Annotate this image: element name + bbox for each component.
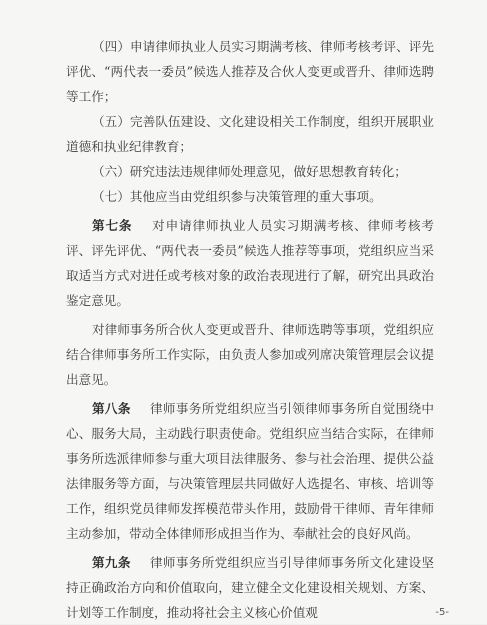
article-heading: 第七条 [92, 218, 133, 233]
page-number: -5- [435, 607, 449, 618]
paragraph-item-7 [66, 184, 434, 209]
paragraph-partner [66, 317, 434, 392]
paragraph-item-6 [66, 159, 434, 184]
paragraph-text: （四）申请律师执业人员实习期满考核、律师考核考评、评先评优、“两代表一委员”候选人推荐及合伙人变更或晋升、律师选聘等工作； [66, 39, 434, 104]
article-8 [66, 396, 434, 546]
document-body [66, 34, 434, 625]
paragraph-text: 对申请律师执业人员实习期满考核、律师考核考评、评先评优、“两代表一委员”候选人推荐等事项，党组织应当采取适当方式对进任或考核对象的政治表现进行了解，研究出具政治鉴定意见。 [66, 218, 435, 308]
article-heading: 第八条 [92, 401, 131, 416]
paragraph-text: 对律师事务所合伙人变更或晋升、律师选聘等事项，党组织应结合律师事务所工作实际，由负责人参加或列席决策管理层会议提出意见。 [66, 322, 434, 387]
paragraph-item-4 [66, 34, 434, 109]
article-heading: 第九条 [92, 555, 131, 570]
paragraph-item-5 [66, 109, 434, 159]
article-9 [66, 550, 434, 625]
paragraph-text: 律师事务所党组织应当引导律师事务所文化建设坚持正确政治方向和价值取向，建立健全文化建设相关规划、方案、计划等工作制度，推动将社会主义核心价值观 [66, 555, 435, 620]
paragraph-text: （六）研究违法违规律师处理意见，做好思想教育转化； [92, 164, 407, 179]
paragraph-text: （七）其他应当由党组织参与决策管理的重大事项。 [92, 189, 382, 204]
paragraph-text: 律师事务所党组织应当引领律师事务所自觉围绕中心、服务大局，主动践行职责使命。党组织应当结合实际，在律师事务所选派律师参与重大项目法律服务、参与社会治理、提供公益法律服务等方面，与决策管理层共同做好人选提名、审核、培训等工作，组织党员律师发挥模范带头作用，鼓励骨干律师、青年律师主动参加，带动全体律师形成担当作为、奉献社会的良好风尚。 [66, 401, 435, 541]
article-7 [66, 213, 434, 313]
paragraph-text: （五）完善队伍建设、文化建设相关工作制度，组织开展职业道德和执业纪律教育； [66, 114, 434, 154]
